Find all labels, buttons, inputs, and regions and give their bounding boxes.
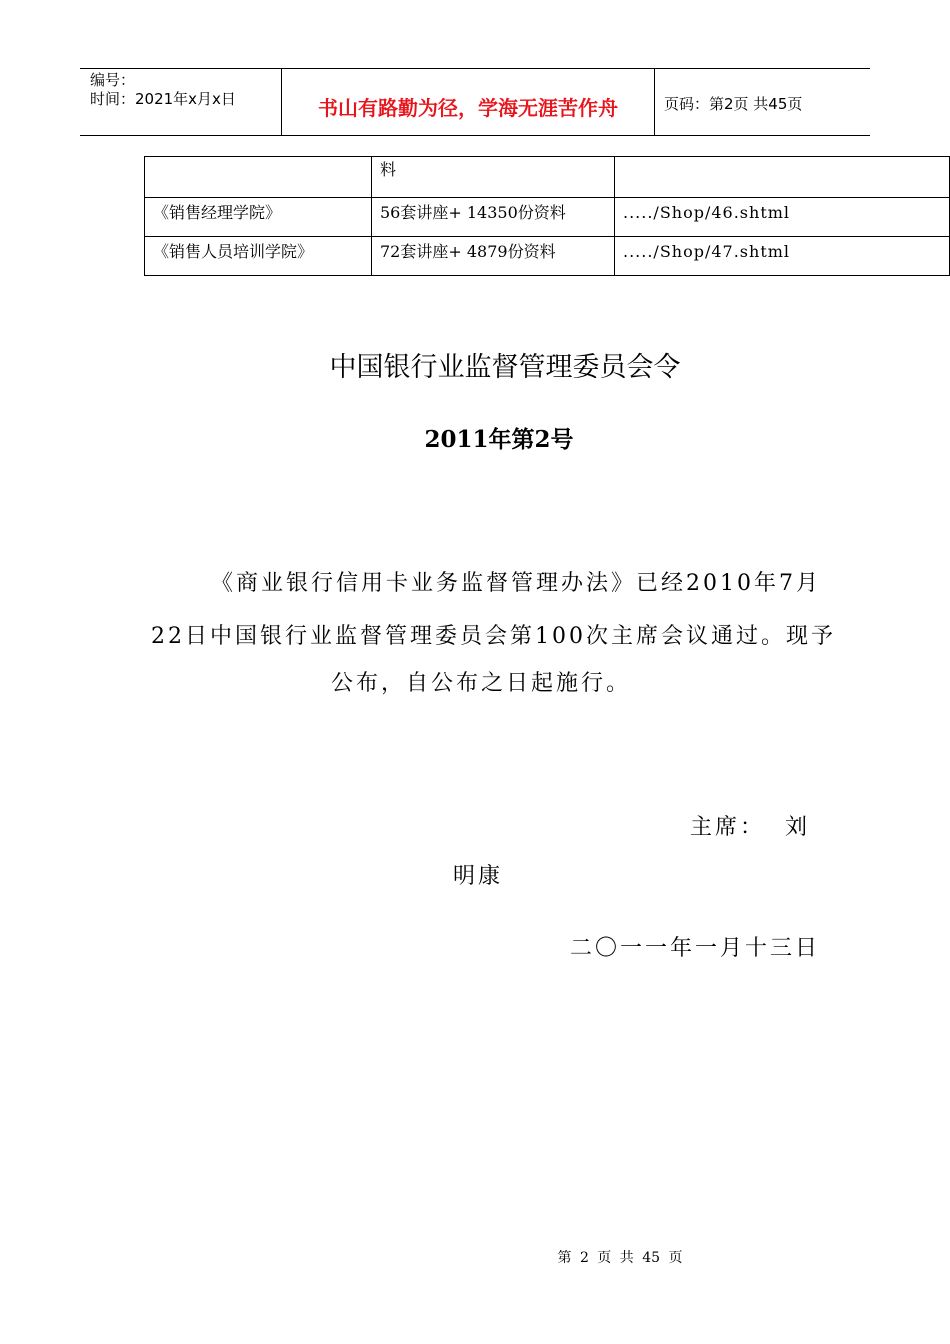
body-text-line-3: 公布，自公布之日起施行。 [331, 671, 632, 696]
table-row [145, 198, 950, 237]
table-row [145, 157, 950, 198]
document-number: 2011年第2号 [424, 426, 574, 453]
table-cell: 72套讲座+ 4879份资料 [372, 237, 615, 276]
table-cell [615, 157, 950, 198]
table-cell-link[interactable]: ...../Shop/47.shtml [615, 237, 950, 276]
header-top-rule [80, 68, 870, 69]
header-page-info: 页码：第2页 共45页 [664, 95, 803, 113]
table-cell: 56套讲座+ 14350份资料 [372, 198, 615, 237]
page-footer: 第 2 页 共 45 页 [557, 1250, 683, 1266]
signing-date: 二〇一一年一月十三日 [570, 936, 821, 961]
body-text-line-2: 22日中国银行业监督管理委员会第100次主席会议通过。现予 [151, 624, 836, 649]
table-cell: 《销售经理学院》 [145, 198, 372, 237]
header-meta [90, 71, 236, 109]
chairman-name-continued: 明康 [453, 864, 504, 889]
header-time: 时间：2021年x月x日 [90, 90, 236, 108]
table-cell-link[interactable]: ...../Shop/46.shtml [615, 198, 950, 237]
resource-table [144, 156, 950, 276]
body-text-line-1: 《商业银行信用卡业务监督管理办法》已经2010年7月 [211, 571, 821, 596]
chairman-label: 主席： 刘 [690, 815, 810, 840]
document-title: 中国银行业监督管理委员会令 [329, 352, 681, 383]
header-number-label: 编号： [90, 71, 136, 89]
table-row [145, 237, 950, 276]
header-motto: 书山有路勤为径，学海无涯苦作舟 [318, 96, 618, 120]
table-cell: 《销售人员培训学院》 [145, 237, 372, 276]
table-cell: 料 [372, 157, 615, 198]
header-bottom-rule [80, 135, 870, 136]
table-cell [145, 157, 372, 198]
header-divider-right [654, 68, 655, 136]
